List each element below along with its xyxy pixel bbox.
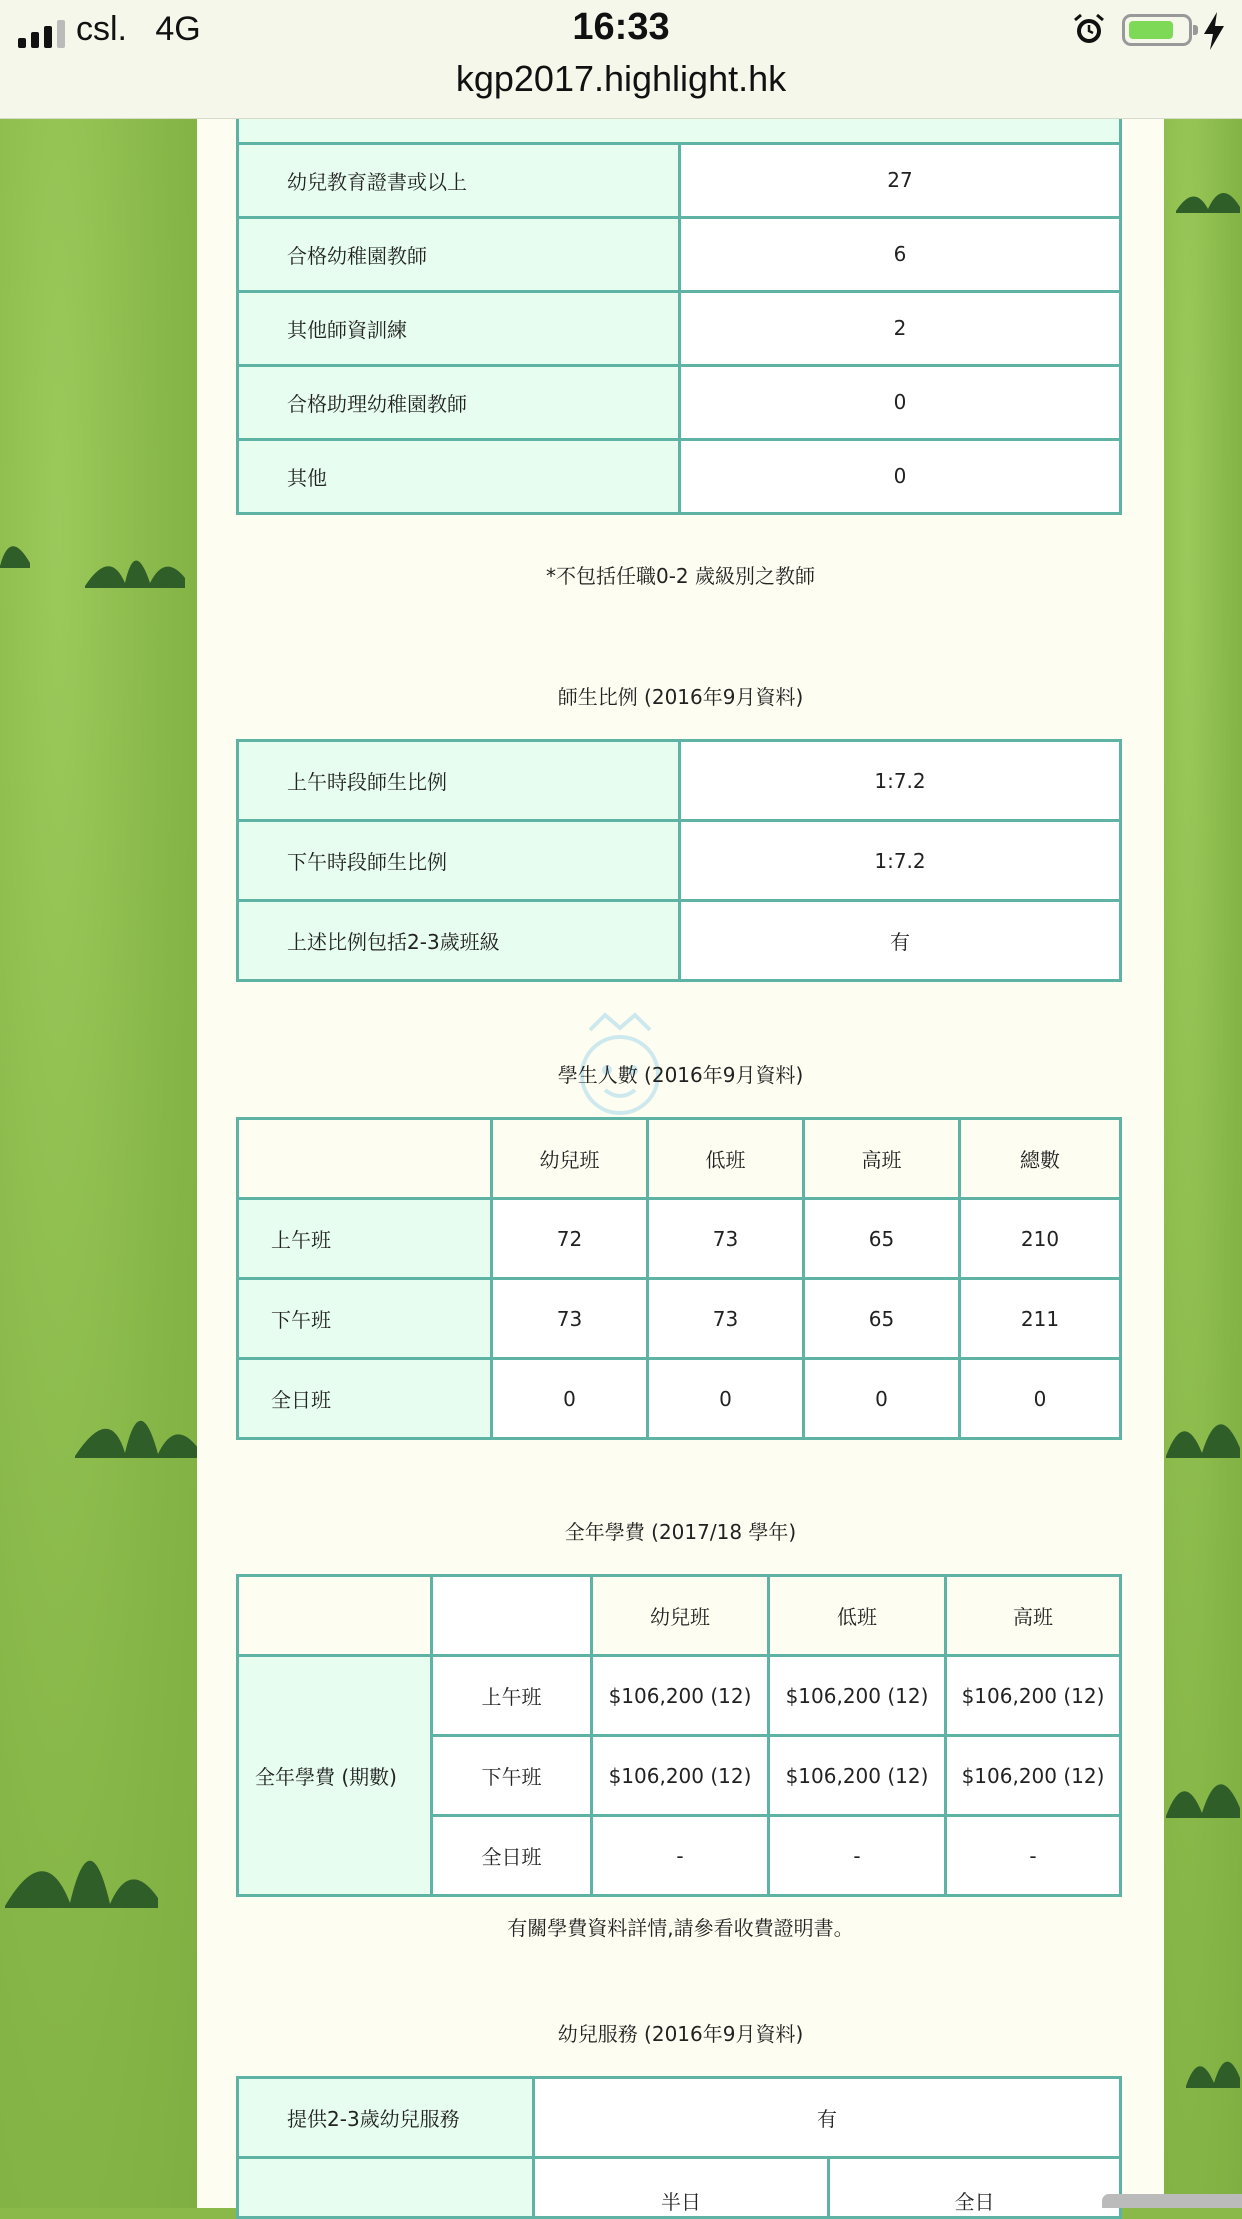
table-header-row — [238, 1576, 1121, 1656]
column-header: 幼兒班 — [592, 1576, 769, 1656]
charging-bolt-icon — [1202, 12, 1226, 50]
grass-decoration-icon — [0, 1818, 160, 1908]
clock: 16:33 — [572, 6, 670, 48]
qualification-label: 幼兒教育證書或以上 — [238, 143, 680, 217]
cell-value: $106,200 (12) — [946, 1656, 1121, 1736]
table-row — [238, 291, 1121, 365]
fees-table — [236, 1574, 1122, 1897]
qualification-label: 合格幼稚園教師 — [238, 217, 680, 291]
partial-row — [238, 115, 1121, 143]
table-row — [238, 143, 1121, 217]
column-header: 幼兒班 — [492, 1119, 648, 1199]
students-table — [236, 1117, 1122, 1440]
teacher-note: *不包括任職0-2 歲級別之教師 — [545, 564, 816, 588]
cell-value: 0 — [960, 1359, 1121, 1439]
cell-value: 0 — [648, 1359, 804, 1439]
right-grass-background — [1164, 118, 1242, 2208]
cell-value: 65 — [804, 1199, 960, 1279]
cell-value: $106,200 (12) — [946, 1736, 1121, 1816]
grass-decoration-icon — [1184, 2038, 1242, 2088]
qualification-value: 0 — [680, 365, 1121, 439]
table-row — [238, 1279, 1121, 1359]
empty-header-cell — [238, 2158, 534, 2218]
column-header: 總數 — [960, 1119, 1121, 1199]
cell-value: $106,200 (12) — [592, 1656, 769, 1736]
fees-group-label: 全年學費 (期數) — [238, 1656, 432, 1896]
scroll-indicator[interactable] — [1102, 2194, 1242, 2208]
qualification-value: 2 — [680, 291, 1121, 365]
cell-value: 73 — [492, 1279, 648, 1359]
table-row — [238, 365, 1121, 439]
service-label: 提供2-3歲幼兒服務 — [238, 2078, 534, 2158]
teacher-qualification-table — [236, 115, 1122, 515]
row-label: 下午班 — [432, 1736, 592, 1816]
table-row — [238, 1656, 1121, 1736]
row-label: 全日班 — [432, 1816, 592, 1896]
row-label: 全日班 — [238, 1359, 492, 1439]
fees-title: 全年學費 (2017/18 學年) — [564, 1520, 797, 1544]
column-header: 低班 — [769, 1576, 946, 1656]
qualification-value: 27 — [680, 143, 1121, 217]
table-row — [238, 217, 1121, 291]
column-header: 全日 — [829, 2158, 1121, 2218]
ratio-label: 下午時段師生比例 — [238, 821, 680, 901]
ratio-value: 有 — [680, 901, 1121, 981]
table-row — [238, 2078, 1121, 2158]
cell-value: - — [769, 1816, 946, 1896]
row-label: 下午班 — [238, 1279, 492, 1359]
service-value: 有 — [534, 2078, 1121, 2158]
column-header: 低班 — [648, 1119, 804, 1199]
ratio-table — [236, 739, 1122, 982]
services-table — [236, 2076, 1122, 2219]
cell-value: - — [592, 1816, 769, 1896]
empty-header-cell — [238, 1576, 432, 1656]
qualification-label: 合格助理幼稚園教師 — [238, 365, 680, 439]
cell-value: $106,200 (12) — [592, 1736, 769, 1816]
left-grass-background — [0, 118, 197, 2208]
table-row — [238, 1359, 1121, 1439]
cell-value: 0 — [492, 1359, 648, 1439]
column-header: 半日 — [534, 2158, 829, 2218]
cell-value: $106,200 (12) — [769, 1736, 946, 1816]
grass-decoration-icon — [1164, 1758, 1242, 1818]
ratio-value: 1:7.2 — [680, 741, 1121, 821]
carrier-name: csl. — [76, 10, 127, 48]
grass-decoration-icon — [80, 528, 190, 588]
cell-value: 0 — [804, 1359, 960, 1439]
table-row — [238, 1199, 1121, 1279]
row-label: 上午班 — [432, 1656, 592, 1736]
qualification-value: 6 — [680, 217, 1121, 291]
cell-value: 72 — [492, 1199, 648, 1279]
table-row — [238, 901, 1121, 981]
battery-icon — [1122, 14, 1192, 46]
cell-value: 65 — [804, 1279, 960, 1359]
table-header-row — [238, 2158, 1121, 2218]
qualification-label: 其他 — [238, 439, 680, 513]
services-title: 幼兒服務 (2016年9月資料) — [557, 2022, 804, 2046]
grass-decoration-icon — [70, 1388, 200, 1458]
column-header: 高班 — [804, 1119, 960, 1199]
cell-value: 73 — [648, 1279, 804, 1359]
qualification-value: 0 — [680, 439, 1121, 513]
cell-value: 211 — [960, 1279, 1121, 1359]
address-bar-url[interactable]: kgp2017.highlight.hk — [455, 58, 787, 99]
students-title: 學生人數 (2016年9月資料) — [557, 1063, 804, 1087]
cell-value: - — [946, 1816, 1121, 1896]
status-bar — [0, 0, 1242, 119]
table-row — [238, 741, 1121, 821]
cell-value: 73 — [648, 1199, 804, 1279]
grass-decoration-icon — [1174, 173, 1242, 213]
ratio-title: 師生比例 (2016年9月資料) — [557, 685, 804, 709]
fees-note: 有關學費資料詳情,請參看收費證明書。 — [507, 1916, 854, 1940]
empty-header-cell — [238, 1119, 492, 1199]
alarm-icon — [1072, 12, 1106, 46]
network-type: 4G — [155, 10, 201, 48]
ratio-label: 上午時段師生比例 — [238, 741, 680, 821]
table-row — [238, 439, 1121, 513]
grass-decoration-icon — [0, 518, 40, 568]
empty-header-cell — [432, 1576, 592, 1656]
cell-value: $106,200 (12) — [769, 1656, 946, 1736]
qualification-label: 其他師資訓練 — [238, 291, 680, 365]
column-header: 高班 — [946, 1576, 1121, 1656]
row-label: 上午班 — [238, 1199, 492, 1279]
ratio-label: 上述比例包括2-3歲班級 — [238, 901, 680, 981]
ratio-value: 1:7.2 — [680, 821, 1121, 901]
cell-value: 210 — [960, 1199, 1121, 1279]
table-row — [238, 821, 1121, 901]
table-header-row — [238, 1119, 1121, 1199]
grass-decoration-icon — [1164, 1398, 1242, 1458]
